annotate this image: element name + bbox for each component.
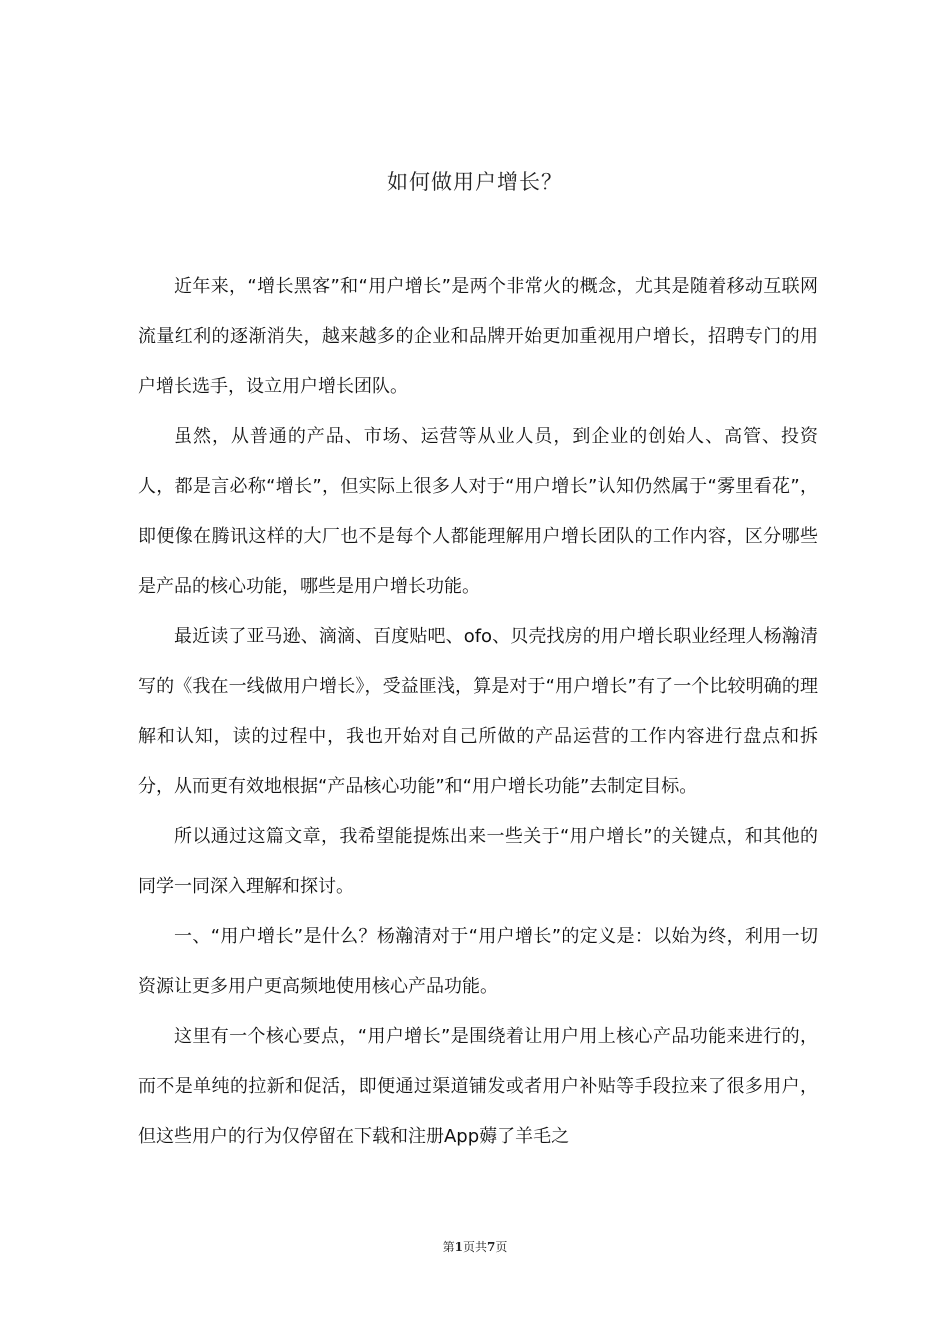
paragraph-3: 最近读了亚马逊、滴滴、百度贴吧、ofo、贝壳找房的用户增长职业经理人杨瀚清写的《我在一线做用户增长》，受益匪浅，算是对于“用户增长”有了一个比较明确的理解和认知，读的过程中，我也开始对自己所做的产品运营的工作内容进行盘点和拆分，从而更有效地根据“产品核心功能”和“用户增长功能”去制定目标。 — [138, 626, 818, 797]
paragraph-5: 一、“用户增长”是什么？杨瀚清对于“用户增长”的定义是：以始为终，利用一切资源让更多用户更高频地使用核心产品功能。 — [138, 926, 818, 997]
paragraph-2: 虽然，从普通的产品、市场、运营等从业人员，到企业的创始人、高管、投资人，都是言必称“增长”，但实际上很多人对于“用户增长”认知仍然属于“雾里看花”，即便像在腾讯这样的大厂也不是每个人都能理解用户增长团队的工作内容，区分哪些是产品的核心功能，哪些是用户增长功能。 — [138, 426, 818, 597]
paragraph-6: 这里有一个核心要点，“用户增长”是围绕着让用户用上核心产品功能来进行的，而不是单纯的拉新和促活，即便通过渠道铺发或者用户补贴等手段拉来了很多用户，但这些用户的行为仅停留在下载和注册App薅了羊毛之 — [138, 1026, 818, 1147]
total-pages-number: 7 — [487, 1240, 496, 1254]
document-body — [138, 262, 818, 1162]
current-page-number: 1 — [454, 1240, 463, 1254]
paragraph-1: 近年来，“增长黑客”和“用户增长”是两个非常火的概念，尤其是随着移动互联网流量红利的逐渐消失，越来越多的企业和品牌开始更加重视用户增长，招聘专门的用户增长选手，设立用户增长团队。 — [138, 276, 818, 397]
document-title: 如何做用户增长？ — [387, 170, 563, 194]
paragraph-4: 所以通过这篇文章，我希望能提炼出来一些关于“用户增长”的关键点，和其他的同学一同深入理解和探讨。 — [138, 826, 818, 897]
footer-prefix: 第 — [442, 1240, 455, 1254]
footer-suffix: 页 — [495, 1240, 508, 1254]
page-footer — [0, 1238, 950, 1255]
footer-middle: 页共 — [462, 1240, 487, 1254]
